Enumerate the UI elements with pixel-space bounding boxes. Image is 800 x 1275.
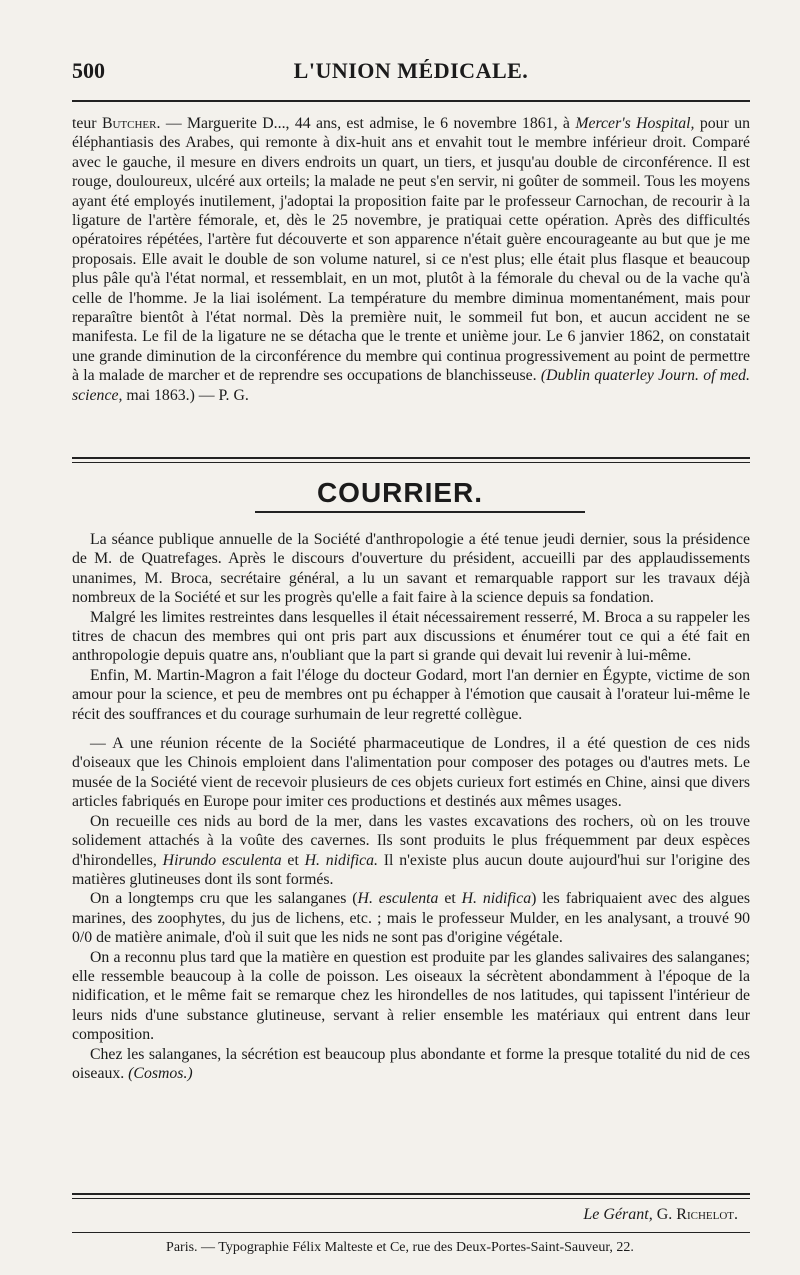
source-citation: (Cosmos.) (128, 1064, 193, 1082)
signature: Le Gérant, G. Richelot. (583, 1206, 738, 1223)
page-header (72, 58, 750, 92)
section-title-underline (255, 511, 585, 513)
section-rule-top-thin (72, 462, 750, 463)
courrier-section (72, 530, 750, 1083)
page-number: 500 (72, 58, 105, 83)
courrier-paragraph: On a longtemps cru que les salanganes (H. esculenta et H. nidifica) les fabriquaient avec des algues marines, des zoophytes, du jus de lichens, etc. ; mais le professeur Mulder, en les analysant, a trouvé 90 0/0 de matière animale, d'où il suit que les nids ne sont pas d'origine végétale. (72, 890, 751, 947)
species-name: H. nidifica (461, 890, 532, 908)
courrier-paragraph: La séance publique annuelle de la Société d'anthropologie a été tenue jeudi dernier, sous la présidence de M. de Quatrefages. Après le discours d'ouverture du président, accueilli par des applaudissements unanimes, M. Broca, secrétaire général, a lu un savant et remarquable rapport sur les travaux déjà nombreux de la Société et sur les progrès qu'elle a fait faire à la science depuis sa fondation. (72, 531, 750, 607)
footer-rule-top (72, 1193, 750, 1195)
courrier-paragraph: Enfin, M. Martin-Magron a fait l'éloge du docteur Godard, mort l'an dernier en Égypte, victime de son amour pour la science, et peu de membres ont pu échapper à l'émotion que causait à l'orateur lui-même le récit des souffrances et du courage surhumain de leur regretté collègue. (72, 666, 750, 723)
section-rule-top (72, 457, 750, 459)
author-name: Butcher. (101, 115, 161, 132)
section-title: COURRIER. (316, 477, 484, 508)
courrier-paragraph: — A une réunion récente de la Société pharmaceutique de Londres, il a été question de ces nids d'oiseaux que les Chinois emploient dans l'alimentation pour composer des potages ou d'autres mets. Le musée de la Société vient de recevoir plusieurs de ces objets curieux fort estimés en Chine, ainsi que divers articles fabriqués en Europe pour imiter ces productions et destinés aux mêmes usages. (72, 735, 750, 811)
citation-source: (Dublin quaterley Journ. of med. science, (72, 367, 750, 404)
species-name: H. nidifica. (304, 851, 378, 869)
printer-imprint: Paris. — Typographie Félix Malteste et Ce, rue des Deux-Portes-Saint-Sauveur, 22. (166, 1240, 634, 1255)
courrier-paragraph: On recueille ces nids au bord de la mer, dans les vastes excavations des rochers, où on les trouve solidement attachés à la voûte des cavernes. Ils sont produits le plus fréquemment par deux espèces d'hirondelles, Hirundo esculenta et H. nidifica. Il n'existe plus aucun doute aujourd'hui sur l'origine des matières glutineuses dont ils sont formés. (72, 812, 750, 888)
header-rule (72, 100, 750, 102)
species-name: Hirundo esculenta (162, 851, 282, 869)
footer-rule-bottom (72, 1232, 750, 1233)
citation-tail: mai 1863.) — P. G. (122, 386, 249, 404)
courrier-paragraph: On a reconnu plus tard que la matière en question est produite par les glandes salivaires des salanganes; elle ressemble beaucoup à la colle de poisson. Les oiseaux la sécrètent abondamment à l'époque de la nidification, et le même fait se remarque chez les hirondelles de nos latitudes, qui tapissent l'intérieur de leurs nids d'une substance glutineuse, servant à relier ensemble les matériaux qui entrent dans leur composition. (72, 948, 750, 1044)
article-paragraph: teur Butcher. — Marguerite D..., 44 ans, est admise, le 6 novembre 1861, à Mercer's Hospital, pour un éléphantiasis des Arabes, qui remonte à dix-huit ans et envahit tout le membre inférieur droit. Comparé avec le gauche, il mesure en divers endroits un quart, un tiers, et jusqu'au double de circonférence. Il est rouge, douloureux, ulcéré aux orteils; la malade ne peut s'en servir, ni goûter de sommeil. Tous les moyens ayant été employés inutilement, j'adoptai la proposition faite par le professeur Carnochan, de recourir à la ligature de l'artère fémorale, et, dès le 25 novembre, je pratiquai cette opération. Après des difficultés opératoires répétées, l'artère fut découverte et son apparence n'était guère encourageante au but que je me proposais. Elle avait le double de son volume naturel, si ce n'est plus; elle était plus flasque et beaucoup plus pâle qu'à l'état normal, et ressemblait, en un mot, plutôt à la fémorale du cheval ou de la vache qu'à celle de l'homme. Je la liai isolément. La température du membre diminua momentanément, mais pour reparaître bientôt à l'état normal. Dès la première nuit, le sommeil fut bon, et aucun accident ne se manifesta. Le fil de la ligature ne se détacha que le trente et unième jour. Le 6 janvier 1862, on constatait une grande diminution de la circonférence du membre qui continua progressivement au point de permettre à la malade de marcher et de reprendre ses occupations de blanchisseuse. (Dublin quaterley Journ. of med. science, mai 1863.) — P. G. (72, 115, 751, 404)
article-continuation (72, 114, 750, 405)
species-name: H. esculenta (357, 890, 439, 908)
footer-rule-top-thin (72, 1198, 750, 1199)
courrier-paragraph: Malgré les limites restreintes dans lesquelles il était nécessairement resserré, M. Broca a su rappeler les titres de chacun des membres qui ont pris part aux discussions et énumérer tout ce qui a été fait en anthropologie depuis quatre ans, n'oubliant que la part si grande qui devait lui revenir à lui-même. (72, 608, 750, 665)
hospital-name: Mercer's Hospital, (575, 115, 695, 132)
courrier-paragraph: Chez les salanganes, la sécrétion est beaucoup plus abondante et forme la presque totalité du nid de ces oiseaux. (Cosmos.) (72, 1045, 750, 1082)
running-title: L'UNION MÉDICALE. (293, 58, 529, 83)
